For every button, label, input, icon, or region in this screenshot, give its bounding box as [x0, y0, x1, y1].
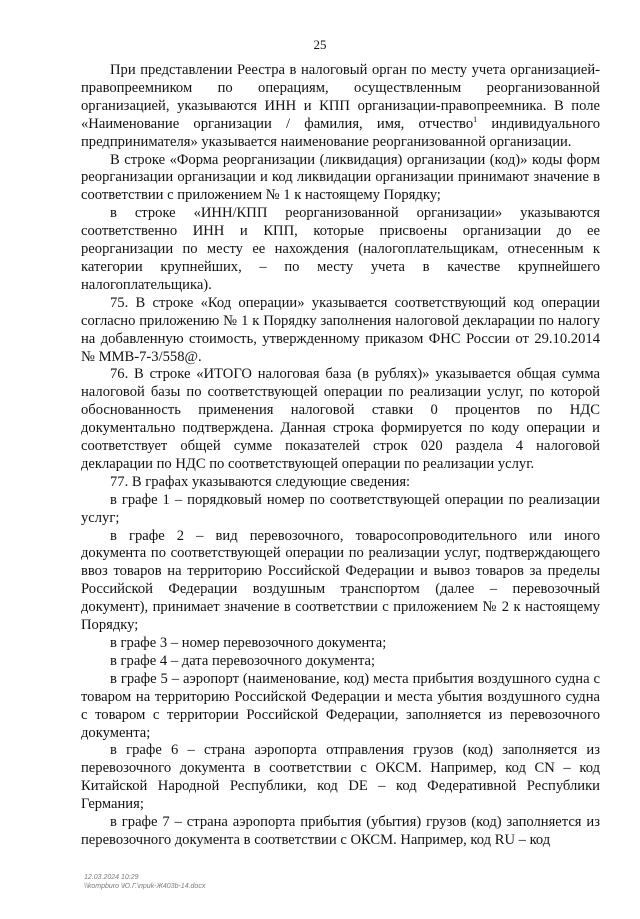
- paragraph-column-2: в графе 2 – вид перевозочного, товаросопроводительного или иного документа по соответствующей операции по реализации услуг, подтверждающего ввоз товаров на территорию Российской Федерации и вывоз товаров за пределы Российской Федерации воздушным транспортом (далее – перевозочный документ), принимает значение в соответствии с приложением № 2 к настоящему Порядку;: [81, 527, 600, 634]
- paragraph-column-3: в графе 3 – номер перевозочного документа;: [110, 635, 387, 651]
- paragraph-inn-kpp: в строке «ИНН/КПП реорганизованной организации» указываются соответственно ИНН и КПП, которые присвоены организации до ее реорганизации по месту ее нахождения (налогоплательщикам, отнесенным к категории крупнейших, – по месту учета в качестве крупнейшего налогоплательщика).: [81, 205, 600, 293]
- paragraph-column-7: в графе 7 – страна аэропорта прибытия (убытия) грузов (код) заполняется из перевозочного документа в соответствии с ОКСМ. Например, код RU – код: [81, 814, 600, 848]
- page-number: 25: [313, 37, 327, 52]
- paragraph-column-5: в графе 5 – аэропорт (наименование, код) места прибытия воздушного судна с товаром на территорию Российской Федерации и места убытия воздушного судна с товаром с территории Российской Федерации, заполняется из перевозочного документа;: [81, 670, 600, 741]
- footer-file-path: \\kompburo \Ю.Г.\приk-Ж403b-14.docx: [84, 883, 206, 890]
- paragraph-reorg-form: В строке «Форма реорганизации (ликвидация) организации (код)» коды форм реорганизации организации и код ликвидации организации принимают значение в соответствии с приложением № 1 к настоящему Порядку;: [81, 151, 600, 204]
- footer-timestamp: 12.03.2024 10:29: [84, 874, 139, 881]
- paragraph-75: 75. В строке «Код операции» указывается соответствующий код операции согласно приложению № 1 к Порядку заполнения налоговой декларации по налогу на добавленную стоимость, утвержденному приказом ФНС России от 29.10.2014 № ММВ-7-3/558@.: [81, 294, 600, 365]
- paragraph-column-4: в графе 4 – дата перевозочного документа;: [110, 652, 376, 669]
- paragraph-reestr: [81, 62, 600, 152]
- document-body: [81, 62, 600, 850]
- file-footer: [84, 873, 205, 891]
- paragraph-76: 76. В строке «ИТОГО налоговая база (в рублях)» указывается общая сумма налоговой базы по соответствующей операции по реализации услуг, по которой обоснованность применения налоговой ставки 0 процентов по НДС документально подтверждена. Данная строка формируется по коду операции и соответствует общей сумме показателей строк 020 раздела 4 налоговой декларации по НДС по соответствующей операции по реализации услуг.: [81, 366, 600, 472]
- paragraph-column-6: в графе 6 – страна аэропорта отправления грузов (код) заполняется из перевозочного документа в соответствии с ОКСМ. Например, код CN – код Китайской Народной Республики, код DE – код Федеративной Республики Германия;: [81, 742, 600, 813]
- paragraph-77: 77. В графах указываются следующие сведения:: [110, 473, 411, 490]
- footnote-mark: 1: [473, 114, 478, 124]
- paragraph-text: индивидуального предпринимателя» указывается наименование реорганизованной организации.: [81, 115, 600, 150]
- paragraph-column-1: в графе 1 – порядковый номер по соответствующей операции по реализации услуг;: [81, 491, 600, 526]
- paragraph-text: При представлении Реестра в налоговый орган по месту учета организацией-правопреемником по операциям, осуществленным реорганизованной организацией, указываются ИНН и КПП организации-правопреемника. В поле «Наименование организации / фамилия, имя, отчество: [81, 62, 600, 132]
